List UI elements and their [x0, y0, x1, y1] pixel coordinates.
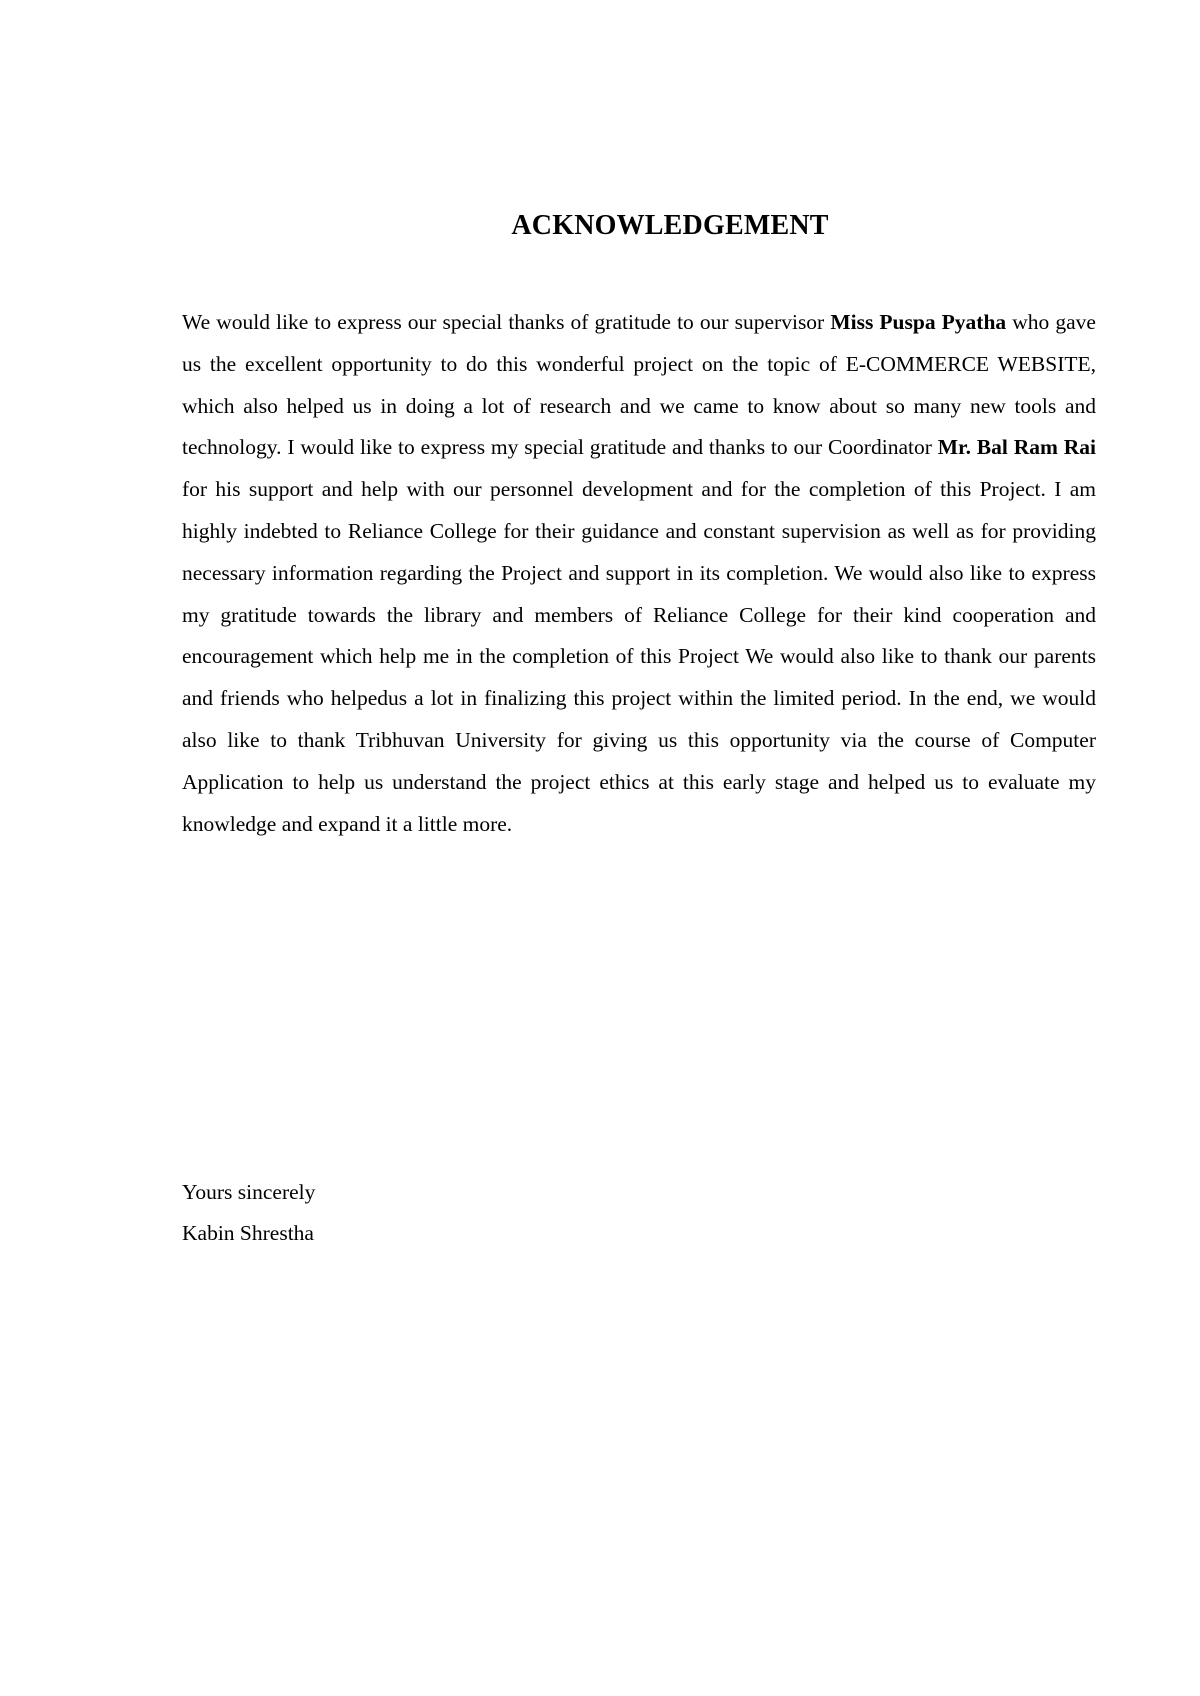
- paragraph-text-segment: We would like to express our special thanks of gratitude to our supervisor: [182, 310, 831, 334]
- supervisor-name: Miss Puspa Pyatha: [830, 310, 1007, 334]
- closing-block: [182, 1172, 315, 1254]
- closing-salutation: Yours sincerely: [182, 1180, 316, 1204]
- coordinator-name: Mr. Bal Ram Rai: [937, 435, 1096, 460]
- paragraph-text-segment: who gave us the excellent opportunity to do this wonderful project on the topic of E-COMMERCE WEBSITE, which also helped us in doing a lot of research and we came to know about so many new tools and technology. I would like to express my special gratitude and thanks to our Coordinator: [182, 310, 1096, 460]
- paragraph-text-segment: for his support and help with our personnel development and for the completion of this Project. I am highly indebted to Reliance College for their guidance and constant supervision as well as for providing necessary information regarding the Project and support in its completion. We would also like to express my gratitude towards the library and members of Reliance College for their kind cooperation and encouragement which help me in the completion of this Project We would also like to thank our parents and friends who helpedus a lot in finalizing this project within the limited period. In the end, we would also like to thank Tribhuvan University for giving us this opportunity via the course of Computer Application to help us understand the project ethics at this early stage and helped us to evaluate my knowledge and expand it a little more.: [182, 477, 1096, 836]
- author-name: Kabin Shrestha: [182, 1221, 314, 1245]
- page-title: ACKNOWLEDGEMENT: [511, 210, 829, 241]
- acknowledgement-paragraph: [182, 302, 1096, 845]
